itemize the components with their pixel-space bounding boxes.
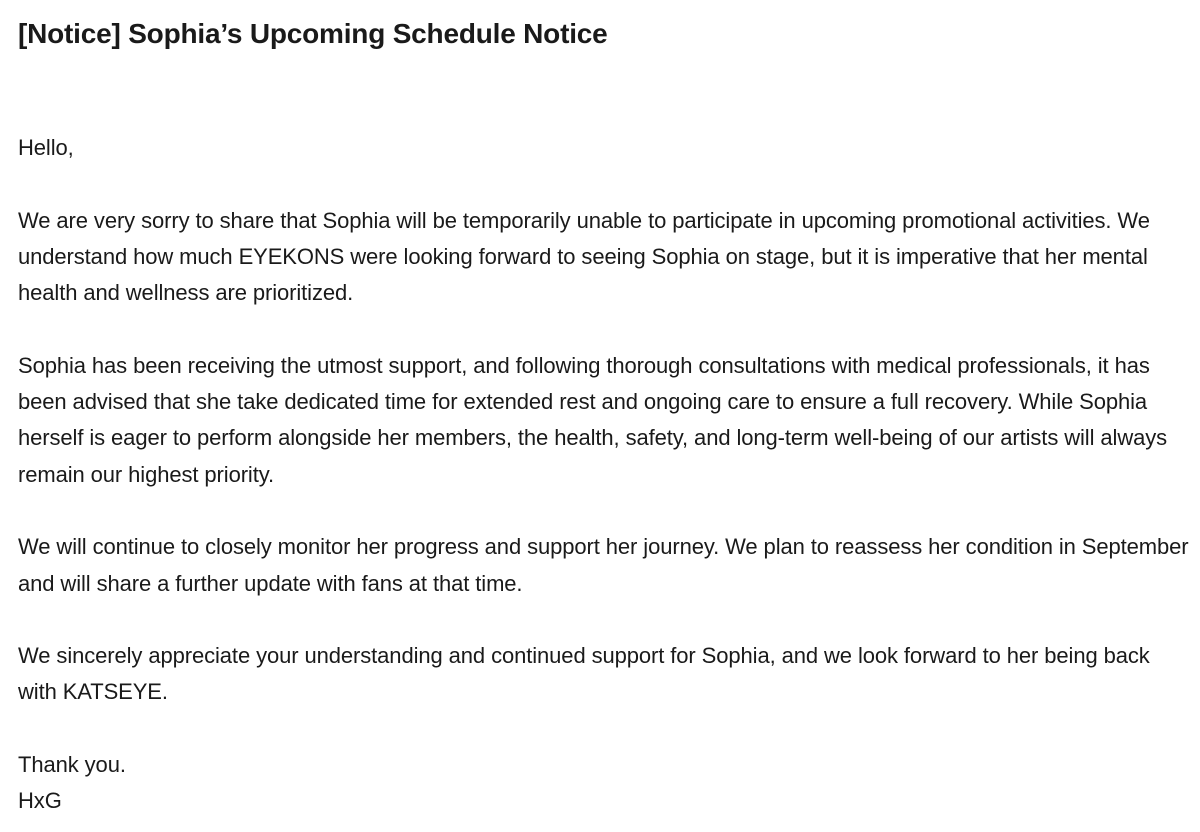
notice-title: [Notice] Sophia’s Upcoming Schedule Notice: [18, 18, 608, 49]
notice-body: [18, 130, 1193, 820]
paragraph-announcement: We are very sorry to share that Sophia will be temporarily unable to participate in upcoming promotional activities. We understand how much EYEKONS were looking forward to seeing Sophia on stage, but it is imperative that her mental health and wellness are prioritized.: [18, 207, 1150, 306]
paragraph-health-details: Sophia has been receiving the utmost support, and following thorough consultations with medical professionals, it has been advised that she take dedicated time for extended rest and ongoing care to ensure a full recovery. While Sophia herself is eager to perform alongside her members, the health, safety, and long-term well-being of our artists will always remain our highest priority.: [18, 352, 1168, 487]
closing-text: Thank you.: [18, 752, 126, 778]
signature-text: HxG: [18, 788, 62, 814]
paragraph-appreciation: We sincerely appreciate your understanding and continued support for Sophia, and we look forward to her being back with KATSEYE.: [18, 643, 1150, 705]
greeting-text: Hello,: [18, 135, 74, 160]
paragraph-next-update: We will continue to closely monitor her progress and support her journey. We plan to reassess her condition in September and will share a further update with fans at that time.: [18, 534, 1189, 596]
